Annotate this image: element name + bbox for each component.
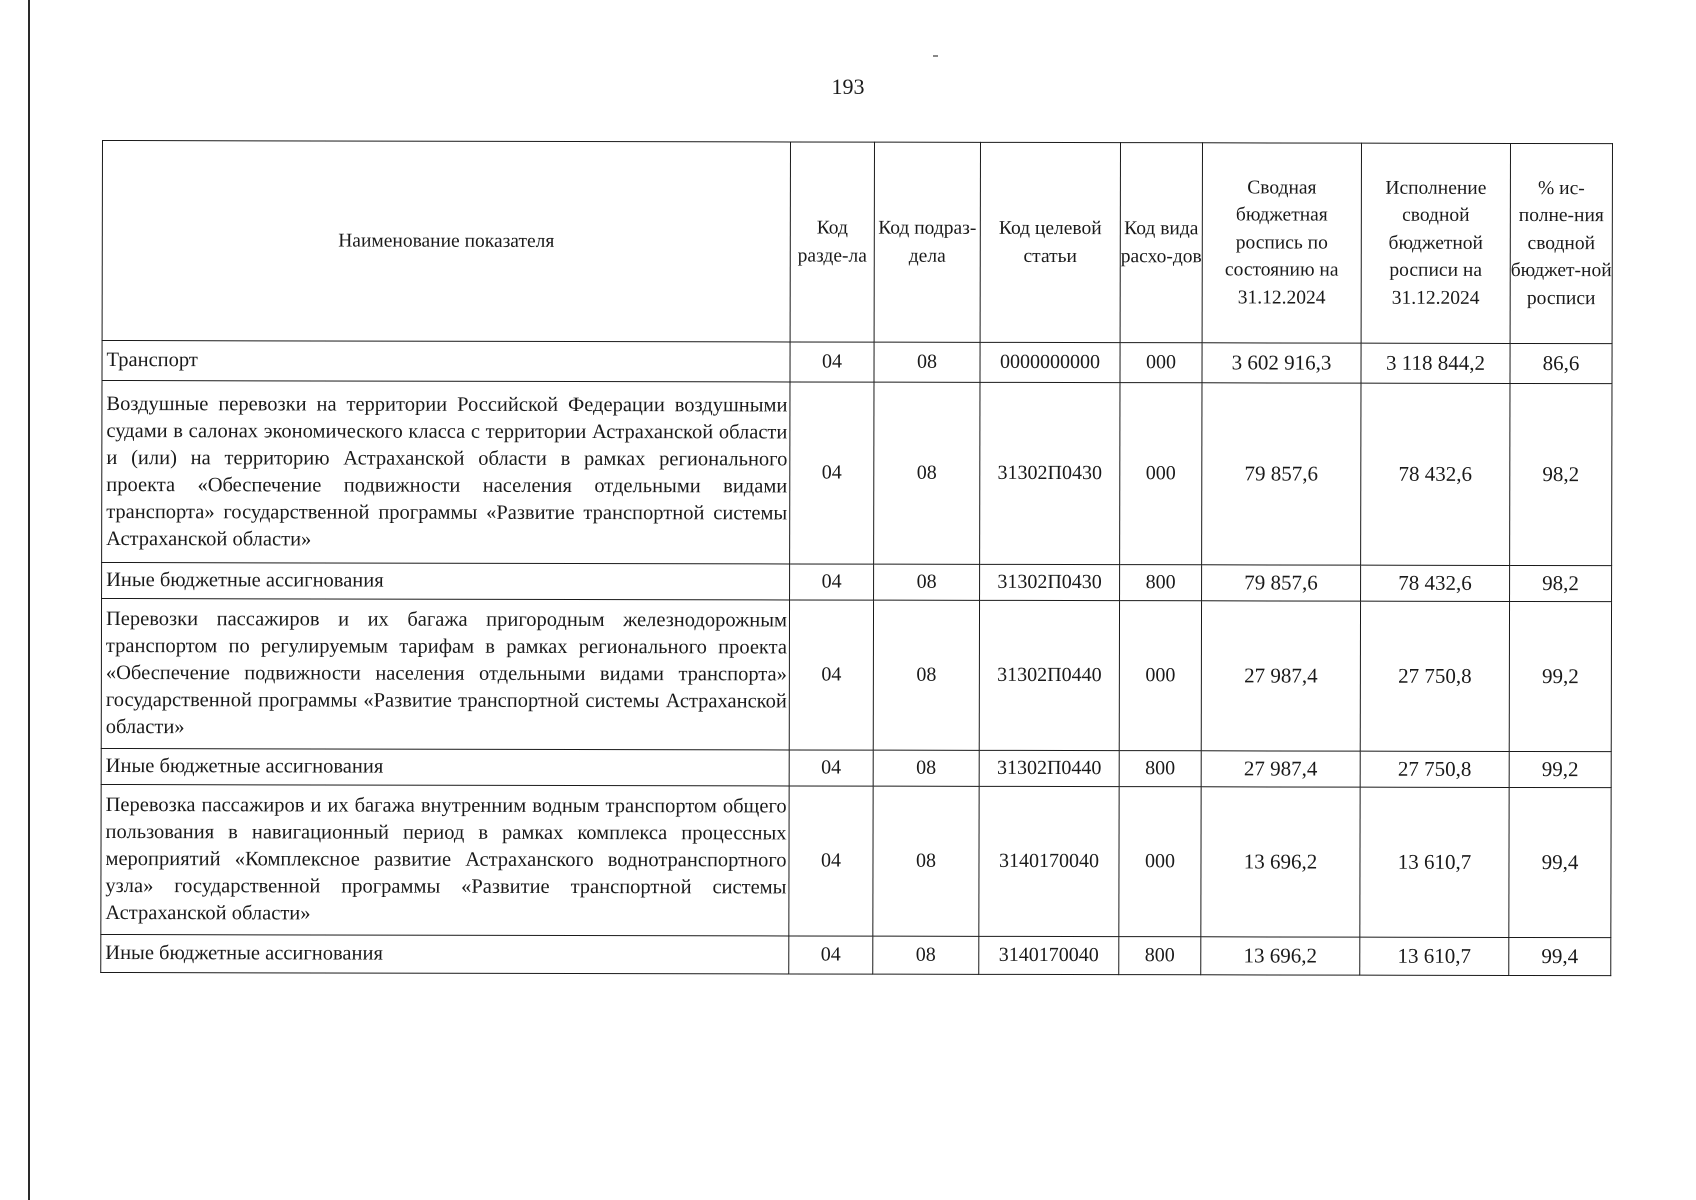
page-number: 193 bbox=[831, 74, 865, 99]
row-target-code: 31302П0440 bbox=[979, 600, 1119, 750]
row-subsection-code: 08 bbox=[874, 342, 980, 382]
row-execution-value: 13 610,7 bbox=[1360, 937, 1509, 975]
row-execution-value: 27 750,8 bbox=[1360, 751, 1509, 787]
row-subsection-code: 08 bbox=[874, 564, 980, 600]
table-row bbox=[102, 563, 1612, 602]
row-budget-value: 79 857,6 bbox=[1202, 565, 1361, 601]
header-budget-execution: Исполнение сводной бюджетной росписи на 31.12.2024 bbox=[1361, 143, 1510, 343]
row-target-code: 0000000000 bbox=[980, 342, 1120, 382]
row-expense-type-code: 000 bbox=[1120, 383, 1202, 565]
row-subsection-code: 08 bbox=[873, 786, 979, 936]
row-percent-value: 99,4 bbox=[1509, 787, 1611, 937]
row-expense-type-code: 800 bbox=[1119, 751, 1201, 787]
row-budget-value: 13 696,2 bbox=[1201, 787, 1360, 937]
row-budget-value: 3 602 916,3 bbox=[1202, 343, 1361, 383]
row-subsection-code: 08 bbox=[873, 600, 979, 750]
table-row bbox=[101, 599, 1611, 752]
row-percent-value: 99,4 bbox=[1509, 937, 1611, 975]
row-name: Перевозка пассажиров и их багажа внутренним водным транспортом общего пользования в навигационный период в рамках комплекса процессных мероприятий «Комплексное развитие Астраханского воднотранспортного узла» государственной программы «Развитие транспортной системы Астраханской области» bbox=[101, 784, 789, 935]
table-row bbox=[102, 381, 1612, 566]
table-row bbox=[101, 748, 1611, 787]
row-budget-value: 13 696,2 bbox=[1201, 937, 1360, 975]
header-subsection-code: Код подраз-дела bbox=[874, 142, 980, 342]
row-percent-value: 98,2 bbox=[1510, 383, 1612, 565]
row-execution-value: 78 432,6 bbox=[1361, 565, 1510, 601]
header-expense-type-code: Код вида расхо-дов bbox=[1120, 143, 1202, 343]
row-section-code: 04 bbox=[789, 600, 873, 750]
row-execution-value: 3 118 844,2 bbox=[1361, 343, 1510, 383]
row-section-code: 04 bbox=[789, 750, 873, 786]
row-expense-type-code: 000 bbox=[1119, 601, 1201, 751]
row-subsection-code: 08 bbox=[873, 936, 979, 974]
row-target-code: 31302П0440 bbox=[979, 750, 1119, 786]
header-execution-percent: % ис-полне-ния сводной бюджет-ной росписи bbox=[1510, 143, 1612, 343]
row-target-code: 31302П0430 bbox=[980, 564, 1120, 600]
table-row bbox=[101, 784, 1611, 937]
row-section-code: 04 bbox=[790, 342, 874, 382]
row-target-code: 3140170040 bbox=[979, 936, 1119, 974]
row-expense-type-code: 000 bbox=[1119, 787, 1201, 937]
row-execution-value: 13 610,7 bbox=[1360, 787, 1509, 937]
table-header-row bbox=[102, 141, 1612, 344]
row-target-code: 3140170040 bbox=[979, 786, 1119, 936]
row-section-code: 04 bbox=[789, 936, 873, 974]
budget-execution-table bbox=[100, 140, 1613, 976]
row-budget-value: 27 987,4 bbox=[1201, 601, 1360, 751]
row-execution-value: 78 432,6 bbox=[1361, 383, 1510, 565]
header-target-code: Код целевой статьи bbox=[980, 142, 1120, 342]
table-row bbox=[102, 341, 1612, 384]
header-name: Наименование показателя bbox=[102, 141, 790, 342]
header-section-code: Код разде-ла bbox=[790, 142, 874, 342]
row-subsection-code: 08 bbox=[874, 382, 980, 564]
row-target-code: 31302П0430 bbox=[980, 382, 1120, 564]
row-section-code: 04 bbox=[790, 382, 874, 564]
row-name: Транспорт bbox=[102, 341, 790, 382]
row-name: Перевозки пассажиров и их багажа пригородным железнодорожным транспортом по регулируемым тарифам в рамках регионального проекта «Обеспечение подвижности населения отдельными видами транспорта» государственной программы «Развитие транспортной системы Астраханской области» bbox=[101, 599, 789, 750]
header-budget-list: Сводная бюджетная роспись по состоянию на 31.12.2024 bbox=[1202, 143, 1361, 343]
row-budget-value: 79 857,6 bbox=[1202, 383, 1361, 565]
row-name: Воздушные перевозки на территории Российской Федерации воздушными судами в салонах экономического класса с территории Астраханской области и (или) на территорию Астраханской области в рамках регионального проекта «Обеспечение подвижности населения отдельными видами транспорта» государственной программы «Развитие транспортной системы Астраханской области» bbox=[102, 381, 790, 564]
row-percent-value: 99,2 bbox=[1509, 751, 1611, 787]
row-percent-value: 99,2 bbox=[1509, 601, 1611, 751]
row-execution-value: 27 750,8 bbox=[1360, 601, 1509, 751]
row-budget-value: 27 987,4 bbox=[1201, 751, 1360, 787]
row-subsection-code: 08 bbox=[873, 750, 979, 786]
row-name: Иные бюджетные ассигнования bbox=[101, 748, 789, 785]
row-name: Иные бюджетные ассигнования bbox=[102, 563, 790, 600]
row-section-code: 04 bbox=[789, 786, 873, 936]
row-expense-type-code: 800 bbox=[1120, 565, 1202, 601]
scan-speck bbox=[933, 55, 938, 57]
row-percent-value: 86,6 bbox=[1510, 343, 1612, 383]
table-row bbox=[101, 934, 1611, 975]
row-percent-value: 98,2 bbox=[1510, 565, 1612, 601]
row-expense-type-code: 800 bbox=[1119, 937, 1201, 975]
page-binding-edge bbox=[28, 0, 30, 1200]
row-section-code: 04 bbox=[790, 564, 874, 600]
row-name: Иные бюджетные ассигнования bbox=[101, 934, 789, 973]
row-expense-type-code: 000 bbox=[1120, 343, 1202, 383]
